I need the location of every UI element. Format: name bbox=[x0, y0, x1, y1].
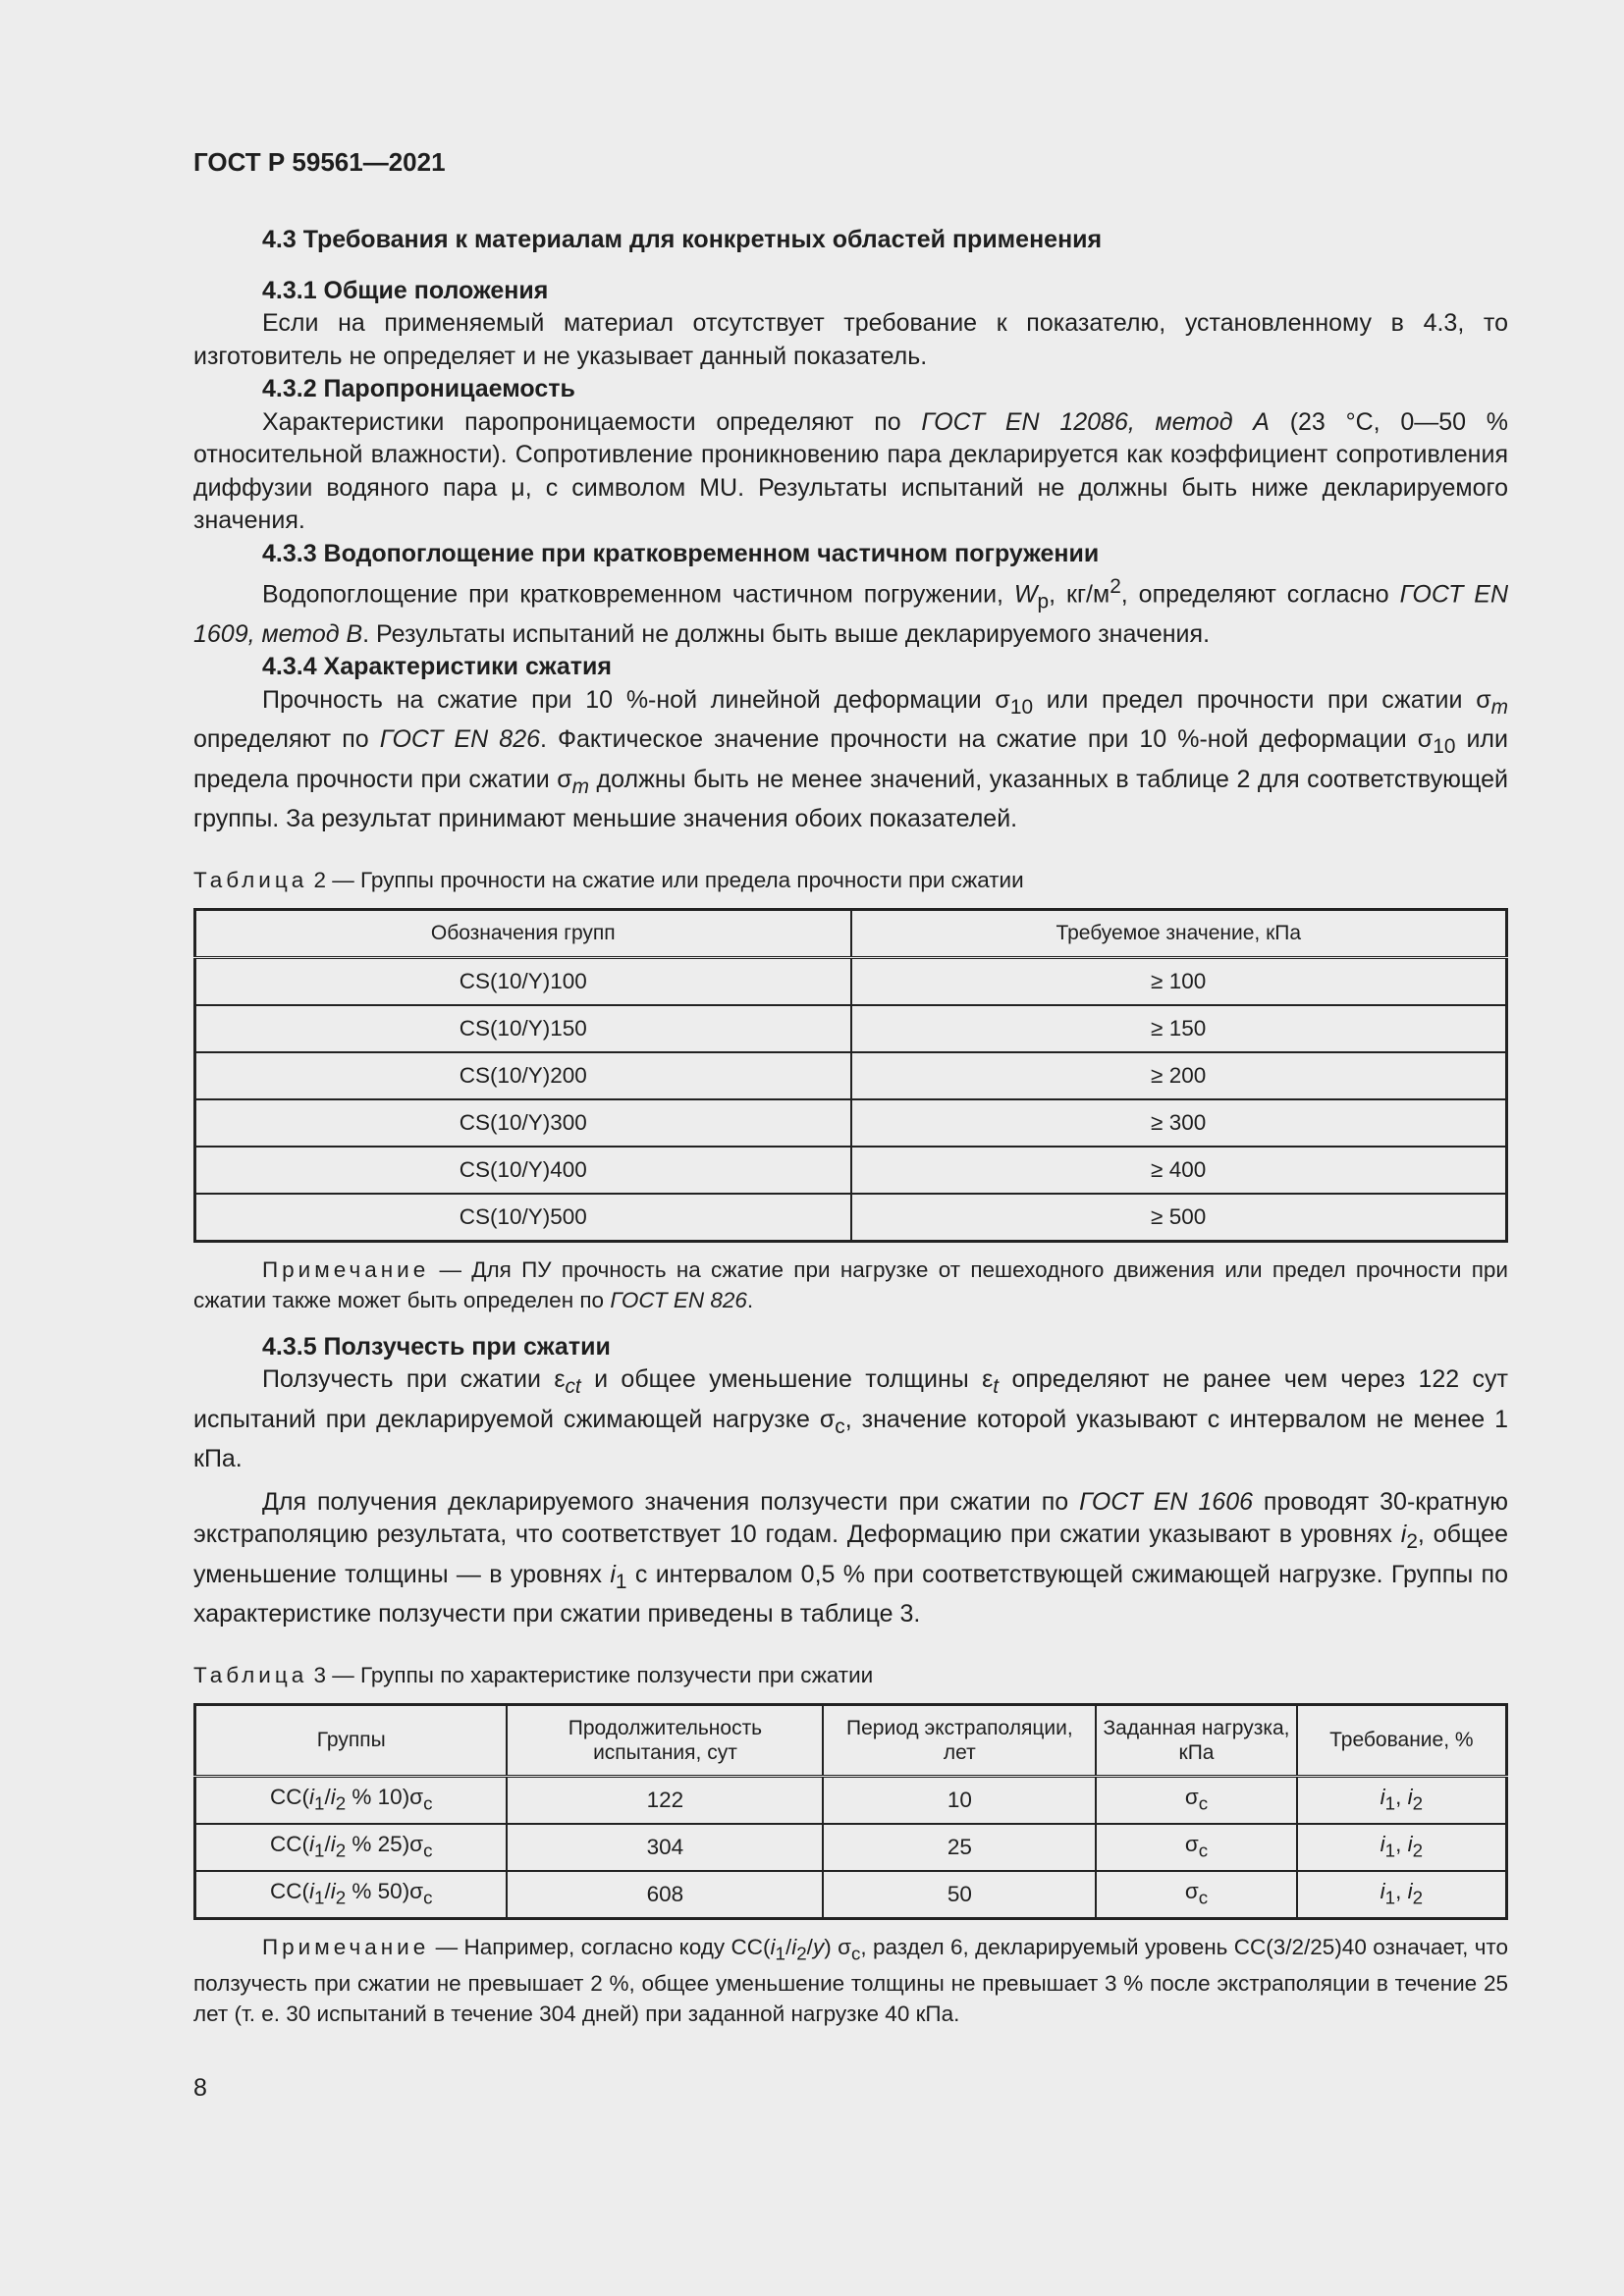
table-row: CS(10/Y)500 ≥ 500 bbox=[195, 1194, 1507, 1242]
table-3-header: Заданная нагрузка, кПа bbox=[1096, 1704, 1296, 1776]
section-heading-4-3-5: 4.3.5 Ползучесть при сжатии bbox=[262, 1332, 611, 1361]
document-code: ГОСТ Р 59561—2021 bbox=[193, 147, 446, 177]
table-row: CS(10/Y)400 ≥ 400 bbox=[195, 1147, 1507, 1194]
table-2-header: Требуемое значение, кПа bbox=[851, 909, 1507, 957]
table-3 bbox=[193, 1703, 1508, 1920]
table-2-caption: Таблица 2 — Группы прочности на сжатие или предела прочности при сжатии bbox=[193, 867, 1024, 892]
table-row: CS(10/Y)150 ≥ 150 bbox=[195, 1005, 1507, 1052]
table-2-note: Примечание — Для ПУ прочность на сжатие при нагрузке от пешеходного движения или предел прочности при сжатии также может быть определен по ГОСТ EN 826. bbox=[193, 1256, 1508, 1312]
paragraph-4-3-1: Если на применяемый материал отсутствует требование к показателю, установленному в 4.3, то изготовитель не определяет и не указывает данный показатель. bbox=[193, 309, 1508, 370]
section-heading-4-3-3: 4.3.3 Водопоглощение при кратковременном частичном погружении bbox=[262, 539, 1100, 567]
paragraph-4-3-5-b: Для получения декларируемого значения ползучести при сжатии по ГОСТ EN 1606 проводят 30-кратную экстраполяцию результата, что соответствует 10 годам. Деформацию при сжатии указывают в уровнях $i_2$, общее уменьшение толщины — в уровнях $i_1$ с интервалом 0,5 % при соответствующей сжимающей нагрузке. Группы по характеристике ползучести при сжатии приведены в таблице 3. bbox=[193, 1487, 1508, 1629]
table-3-header: Требование, % bbox=[1297, 1704, 1507, 1776]
section-heading-4-3: 4.3 Требования к материалам для конкретных областей применения bbox=[262, 226, 1103, 253]
paragraph-4-3-4: Прочность на сжатие при 10 %-ной линейной деформации $\sigma_{10}$ или предел прочности при сжатии $\sigma_m$ определяют по ГОСТ EN 826. Фактическое значение прочности на сжатие при 10 %-ной деформации $\sigma_{10}$ или предела прочности при сжатии $\sigma_m$ должны быть не менее значений, указанных в таблице 2 для соответствующей группы. За результат принимают меньшие значения обоих показателей. bbox=[193, 685, 1509, 833]
standard-reference: ГОСТ EN 12086, метод А bbox=[921, 407, 1270, 436]
paragraph-4-3-2: Характеристики паропроницаемости определяют по ГОСТ EN 12086, метод А (23 °C, 0—50 % относительной влажности). Сопротивление проникновению пара декларируется как коэффициент сопротивления диффузии водяного пара μ, с символом MU. Результаты испытаний не должны быть ниже декларируемого значения. bbox=[193, 407, 1508, 534]
table-row: CS(10/Y)200 ≥ 200 bbox=[195, 1052, 1507, 1099]
paragraph-4-3-3: Водопоглощение при кратковременном частичном погружении, $W_p$, $кг/м^2$, определяют согласно ГОСТ EN 1609, метод В. Результаты испытаний не должны быть выше декларируемого значения. bbox=[193, 575, 1508, 648]
group-cell: $CC(i_1/i_2$ % $25)\sigma_c$ bbox=[195, 1824, 508, 1871]
group-cell: $CC(i_1/i_2$ % $10)\sigma_c$ bbox=[195, 1776, 508, 1824]
page-number: 8 bbox=[193, 2074, 207, 2102]
section-heading-4-3-1: 4.3.1 Общие положения bbox=[262, 276, 549, 304]
section-heading-4-3-2: 4.3.2 Паропроницаемость bbox=[262, 375, 575, 402]
group-cell: $CC(i_1/i_2$ % $50)\sigma_c$ bbox=[195, 1871, 508, 1919]
document-body bbox=[193, 224, 1508, 2029]
table-row: $CC(i_1/i_2$ % $10)\sigma_c$ 122 10 $\sigma_c$ $i_1$, $i_2$ bbox=[195, 1776, 1507, 1824]
table-3-header: Продолжительность испытания, сут bbox=[507, 1704, 823, 1776]
paragraph-4-3-5-a: Ползучесть при сжатии $\varepsilon_{ct}$ и общее уменьшение толщины $\varepsilon_t$ определяют не ранее чем через 122 сут испытаний при декларируемой сжимающей нагрузке $\sigma_c$, значение которой указывают с интервалом не менее 1 кПа. bbox=[193, 1365, 1508, 1473]
standard-reference: ГОСТ EN 1609, метод В bbox=[193, 580, 1508, 648]
table-3-note: Примечание — Например, согласно коду $CC(i_1/i_2/y)$ $\sigma_c$, раздел 6, декларируемый уровень CC(3/2/25)40 означает, что ползучесть при сжатии не превышает 2 %, общее уменьшение толщины не превышает 3 % после экстраполяции в течение 25 лет (т. е. 30 испытаний в течение 304 дней) при заданной нагрузке 40 кПа. bbox=[193, 1934, 1508, 2027]
table-3-header: Период экстраполяции, лет bbox=[823, 1704, 1096, 1776]
table-row: CS(10/Y)100 ≥ 100 bbox=[195, 957, 1507, 1005]
table-2-header: Обозначения групп bbox=[195, 909, 851, 957]
standard-reference: ГОСТ EN 1606 bbox=[1079, 1487, 1253, 1516]
table-3-header: Группы bbox=[195, 1704, 508, 1776]
section-heading-4-3-4: 4.3.4 Характеристики сжатия bbox=[262, 653, 612, 681]
table-row: CS(10/Y)300 ≥ 300 bbox=[195, 1099, 1507, 1147]
table-2 bbox=[193, 908, 1508, 1243]
table-row: $CC(i_1/i_2$ % $50)\sigma_c$ 608 50 $\sigma_c$ $i_1$, $i_2$ bbox=[195, 1871, 1507, 1919]
standard-reference: ГОСТ EN 826 bbox=[610, 1287, 747, 1312]
table-row: $CC(i_1/i_2$ % $25)\sigma_c$ 304 25 $\sigma_c$ $i_1$, $i_2$ bbox=[195, 1824, 1507, 1871]
standard-reference: ГОСТ EN 826 bbox=[379, 725, 540, 754]
table-3-caption: Таблица 3 — Группы по характеристике ползучести при сжатии bbox=[193, 1662, 874, 1687]
